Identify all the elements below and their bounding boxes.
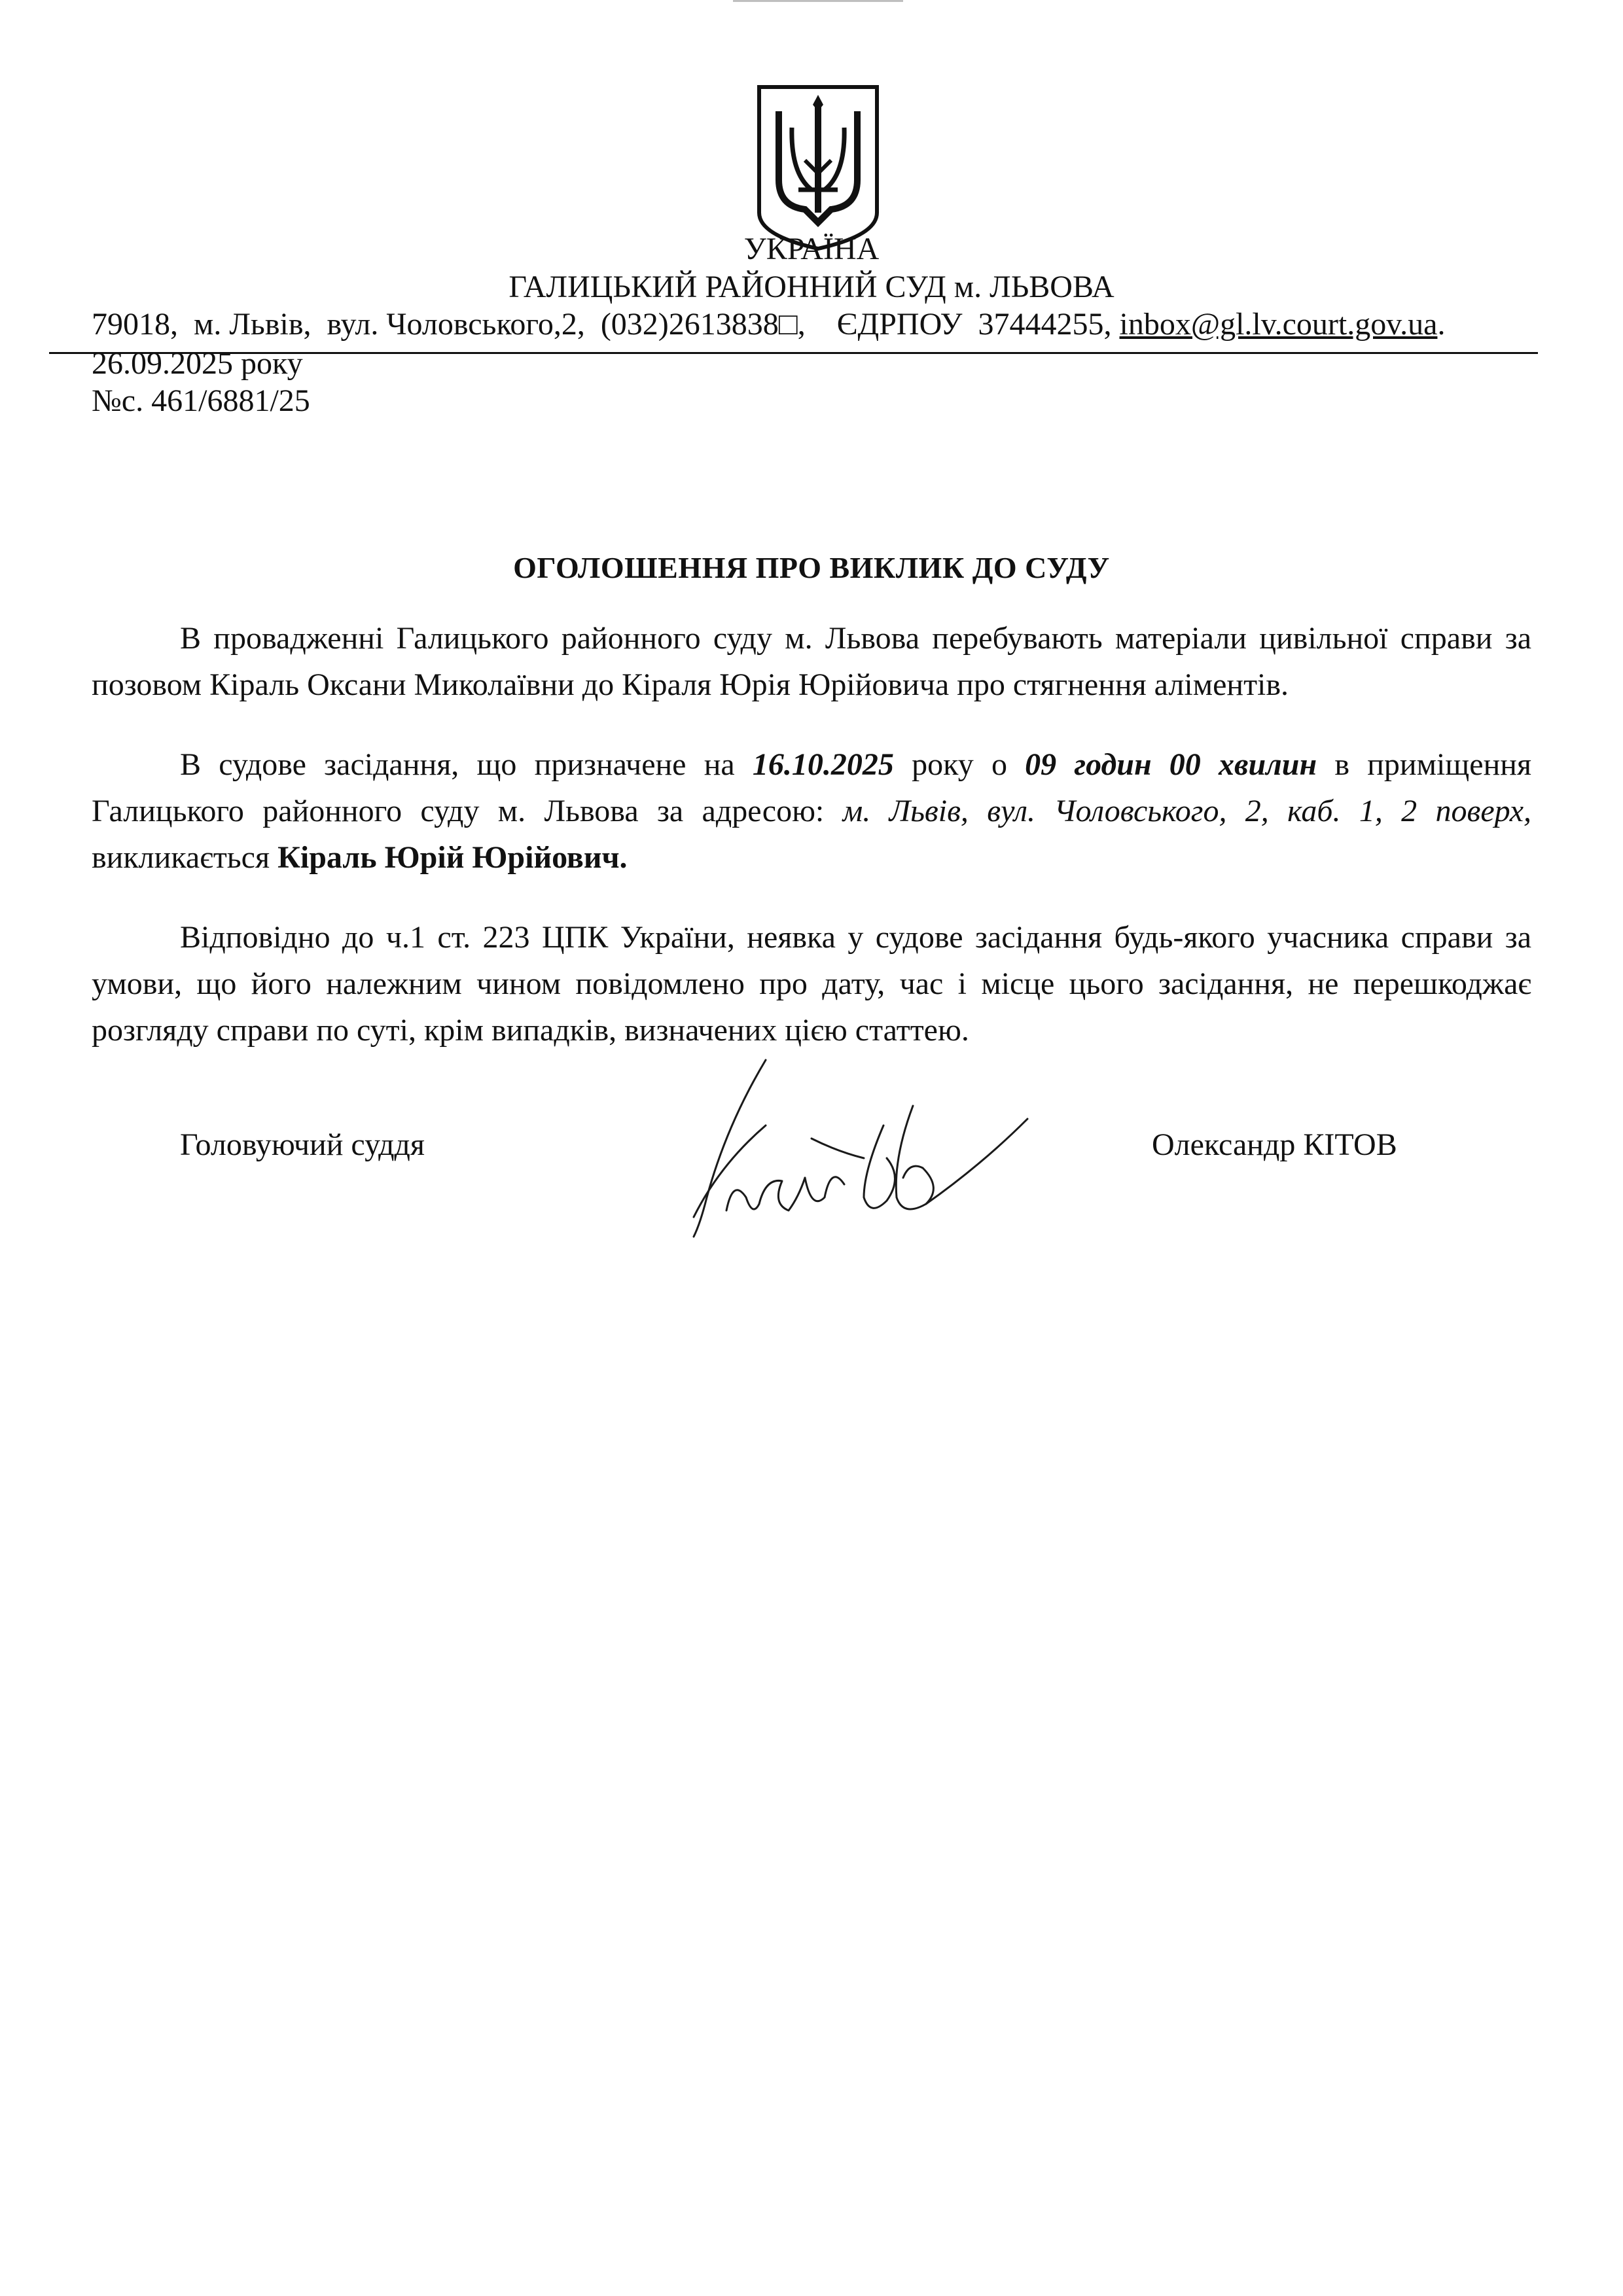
court-name: ГАЛИЦЬКИЙ РАЙОННИЙ СУД м. ЛЬВОВА <box>508 270 1115 304</box>
country-name: УКРАЇНА <box>743 232 880 266</box>
paragraph-proceedings-text: В провадженні Галицького районного суду м. Львова перебувають матеріали цивільної справи за позовом Кіраль Оксани Миколаївни до Кіраля Юрія Юрійовича про стягнення аліментів. <box>92 621 1531 702</box>
hearing-time: 09 годин 00 хвилин <box>1025 747 1317 782</box>
hearing-text-3: в приміщення Галицького районного суду м. Львова за адресою: <box>92 747 1532 828</box>
hearing-text-4: викликається <box>92 840 278 875</box>
signatory-name: Олександр КІТОВ <box>1152 1127 1397 1162</box>
handwritten-signature <box>668 1047 1034 1243</box>
paragraph-hearing <box>92 741 1531 881</box>
court-email-link[interactable]: inbox@gl.lv.court.gov.ua <box>1119 307 1438 342</box>
hearing-text-2: року о <box>893 747 1026 782</box>
case-number: №с. 461/6881/25 <box>92 383 310 418</box>
paragraph-proceedings <box>92 615 1531 708</box>
signatory-role: Головуючий суддя <box>180 1127 425 1162</box>
document-date: 26.09.2025 року <box>92 346 303 381</box>
paragraph-legal-basis-text: Відповідно до ч.1 ст. 223 ЦПК України, неявка у судове засідання будь-якого учасника справи за умови, що його належним чином повідомлено про дату, час і місце цього засідання, не перешкоджає розгляду справи по суті, крім випадків, визначених цією статтею. <box>92 920 1531 1048</box>
court-address: 79018, м. Львів, вул. Чоловського,2, (032)2613838□, ЄДРПОУ 37444255, <box>92 307 1120 342</box>
court-address-trail: . <box>1437 307 1446 342</box>
trident-coat-of-arms-icon <box>753 82 883 252</box>
hearing-text-1: В судове засідання, що призначене на <box>180 747 753 782</box>
scan-edge-mark <box>733 0 903 2</box>
hearing-address: м. Львів, вул. Чоловського, 2, каб. 1, 2 поверх, <box>842 794 1532 828</box>
document-title: ОГОЛОШЕННЯ ПРО ВИКЛИК ДО СУДУ <box>513 551 1110 584</box>
paragraph-legal-basis <box>92 914 1531 1053</box>
summoned-person: Кіраль Юрій Юрійович. <box>277 840 628 875</box>
court-address-line <box>92 306 1445 343</box>
hearing-date: 16.10.2025 <box>752 747 894 782</box>
